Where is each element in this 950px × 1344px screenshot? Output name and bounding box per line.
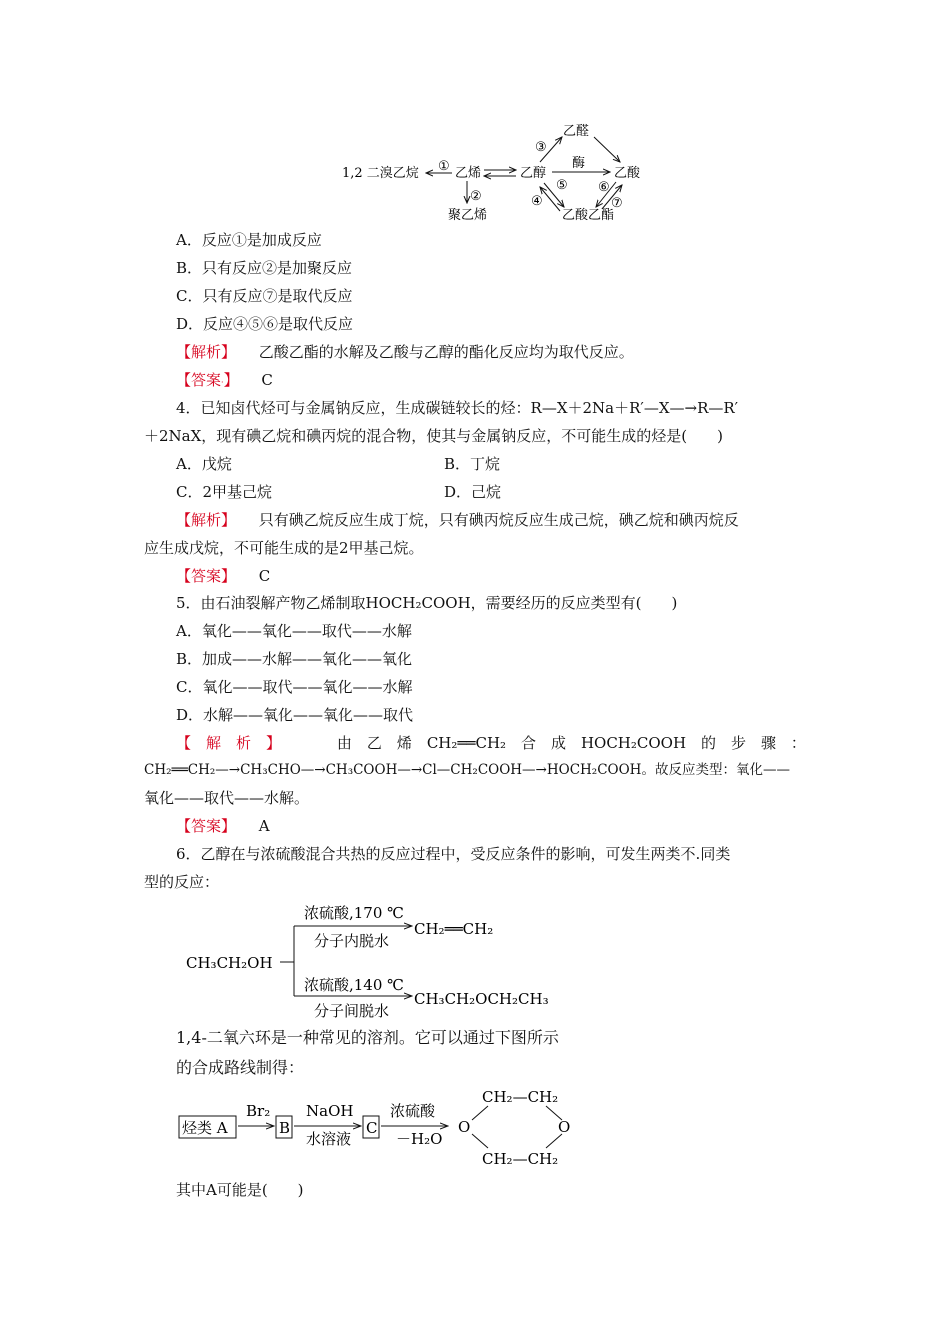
q3-option-a: A．反应①是加成反应 bbox=[176, 231, 322, 249]
reagent-br2: Br₂ bbox=[246, 1102, 271, 1120]
node-ethyl-acetate: 乙酸乙酯 bbox=[562, 208, 615, 223]
q6-text-line2: 的合成路线制得： bbox=[176, 1058, 305, 1077]
reactant-ethanol: CH₃CH₂OH bbox=[186, 954, 273, 972]
label-reaction-5: ⑤ bbox=[556, 178, 568, 193]
answer-tag: 【答案 bbox=[176, 371, 222, 389]
q6-question: 其中A可能是( ) bbox=[176, 1181, 304, 1199]
analysis-text: 乙酸乙酯的水解及乙酸与乙醇的酯化反应均为取代反应。 bbox=[258, 343, 634, 361]
ring-top: CH₂—CH₂ bbox=[482, 1088, 559, 1106]
analysis-tag: 【 解 析 】 bbox=[176, 734, 282, 752]
dioxane-synthesis-route bbox=[176, 1086, 596, 1176]
condition-170-top: 浓硫酸,170 ℃ bbox=[304, 904, 404, 922]
q3-answer: 【答案·】 C bbox=[176, 371, 273, 389]
q3-analysis bbox=[176, 342, 634, 362]
analysis-tag: 【解析】 bbox=[176, 343, 237, 361]
node-ethanol: 乙醇 bbox=[520, 166, 547, 181]
node-ethylene: 乙烯 bbox=[455, 166, 482, 181]
answer-value: A bbox=[258, 817, 270, 835]
condition-140-top: 浓硫酸,140 ℃ bbox=[304, 976, 404, 994]
q5-option-b: B．加成——水解——氧化——氧化 bbox=[176, 650, 413, 668]
q4-option-b: B．丁烷 bbox=[444, 455, 501, 473]
label-reaction-6: ⑥ bbox=[598, 180, 610, 195]
q6-text-line1: 1,4-二氧六环是一种常见的溶剂。它可以通过下图所示 bbox=[176, 1028, 559, 1047]
reagent-conc-h2so4: 浓硫酸 bbox=[390, 1102, 436, 1120]
q5-analysis-line2: CH₂══CH₂—→CH₃CHO—→CH₃COOH—→Cl—CH₂COOH—→HOCH₂COOH。故反应类型：氧化—— bbox=[144, 762, 790, 778]
q4-option-d: D．己烷 bbox=[444, 483, 502, 501]
q3-option-b: B．只有反应②是加聚反应 bbox=[176, 259, 353, 277]
label-enzyme: 酶 bbox=[572, 156, 586, 171]
reagent-naoh: NaOH bbox=[306, 1102, 354, 1120]
reaction-network-diagram bbox=[330, 115, 660, 230]
q4-answer bbox=[176, 566, 270, 586]
q3-option-d: D．反应④⑤⑥是取代反应 bbox=[176, 315, 354, 333]
q4-analysis-line1 bbox=[176, 510, 739, 530]
analysis-text: 只有碘乙烷反应生成丁烷，只有碘丙烷反应生成己烷，碘乙烷和碘丙烷反 bbox=[258, 511, 739, 529]
q5-stem: 5．由石油裂解产物乙烯制取HOCH₂COOH，需要经历的反应类型有( ) bbox=[176, 594, 678, 612]
reagent-aqueous: 水溶液 bbox=[306, 1130, 352, 1148]
label-reaction-7: ⑦ bbox=[611, 196, 623, 211]
ethanol-reaction-scheme bbox=[180, 898, 580, 1020]
q5-option-c: C．氧化——取代——氧化——水解 bbox=[176, 678, 413, 696]
q6-stem-line1: 6．乙醇在与浓硫酸混合共热的反应过程中，受反应条件的影响，可发生两类不.同类 bbox=[176, 845, 731, 863]
q4-analysis-line2: 应生成戊烷，不可能生成的是2甲基己烷。 bbox=[144, 539, 424, 557]
q6-stem-line2: 型的反应： bbox=[144, 873, 220, 891]
label-reaction-2: ② bbox=[470, 189, 482, 204]
node-acetic-acid: 乙酸 bbox=[614, 166, 641, 181]
answer-tag: 【答案】 bbox=[176, 817, 237, 835]
label-reaction-3: ③ bbox=[535, 140, 547, 155]
label-c: C bbox=[366, 1119, 378, 1137]
ring-bottom: CH₂—CH₂ bbox=[482, 1150, 559, 1168]
q5-analysis-line1: 【 解 析 】 由 乙 烯 CH₂══CH₂ 合 成 HOCH₂COOH 的 步 骤 ： bbox=[176, 734, 806, 752]
q5-analysis-line3: 氧化——取代——水解。 bbox=[144, 789, 310, 807]
label-hydrocarbon-a: 烃类 A bbox=[182, 1119, 228, 1137]
q4-option-c: C．2甲基己烷 bbox=[176, 483, 273, 501]
answer-value: C bbox=[261, 371, 273, 389]
condition-140-bottom: 分子间脱水 bbox=[314, 1002, 390, 1020]
q3-option-c: C．只有反应⑦是取代反应 bbox=[176, 287, 353, 305]
reagent-minus-water: －H₂O bbox=[396, 1130, 443, 1148]
label-b: B bbox=[279, 1119, 291, 1137]
ring-oxygen-right: O bbox=[558, 1118, 571, 1136]
q4-option-a: A．戊烷 bbox=[176, 455, 232, 473]
label-reaction-1: ① bbox=[438, 159, 450, 174]
product-diethyl-ether: CH₃CH₂OCH₂CH₃ bbox=[414, 990, 549, 1008]
q4-stem-line2: ＋2NaX，现有碘乙烷和碘丙烷的混合物，使其与金属钠反应，不可能生成的烃是( ) bbox=[144, 427, 723, 445]
product-ethylene: CH₂══CH₂ bbox=[414, 920, 494, 938]
answer-tag: 【答案】 bbox=[176, 567, 237, 585]
node-acetaldehyde: 乙醛 bbox=[563, 124, 590, 139]
q5-option-a: A．氧化——氧化——取代——水解 bbox=[176, 622, 412, 640]
analysis-tag: 【解析】 bbox=[176, 511, 237, 529]
q4-stem-line1: 4．已知卤代烃可与金属钠反应，生成碳链较长的烃：R—X＋2Na＋R′—X—→R—R′ bbox=[176, 399, 739, 417]
condition-170-bottom: 分子内脱水 bbox=[314, 932, 390, 950]
ring-oxygen-left: O bbox=[458, 1118, 471, 1136]
q5-answer bbox=[176, 816, 270, 836]
node-polyethylene: 聚乙烯 bbox=[448, 208, 488, 223]
label-reaction-4: ④ bbox=[531, 194, 543, 209]
q5-option-d: D．水解——氧化——氧化——取代 bbox=[176, 706, 414, 724]
node-dibromoethane: 1,2 二溴乙烷 bbox=[342, 166, 419, 181]
answer-value: C bbox=[258, 567, 271, 585]
